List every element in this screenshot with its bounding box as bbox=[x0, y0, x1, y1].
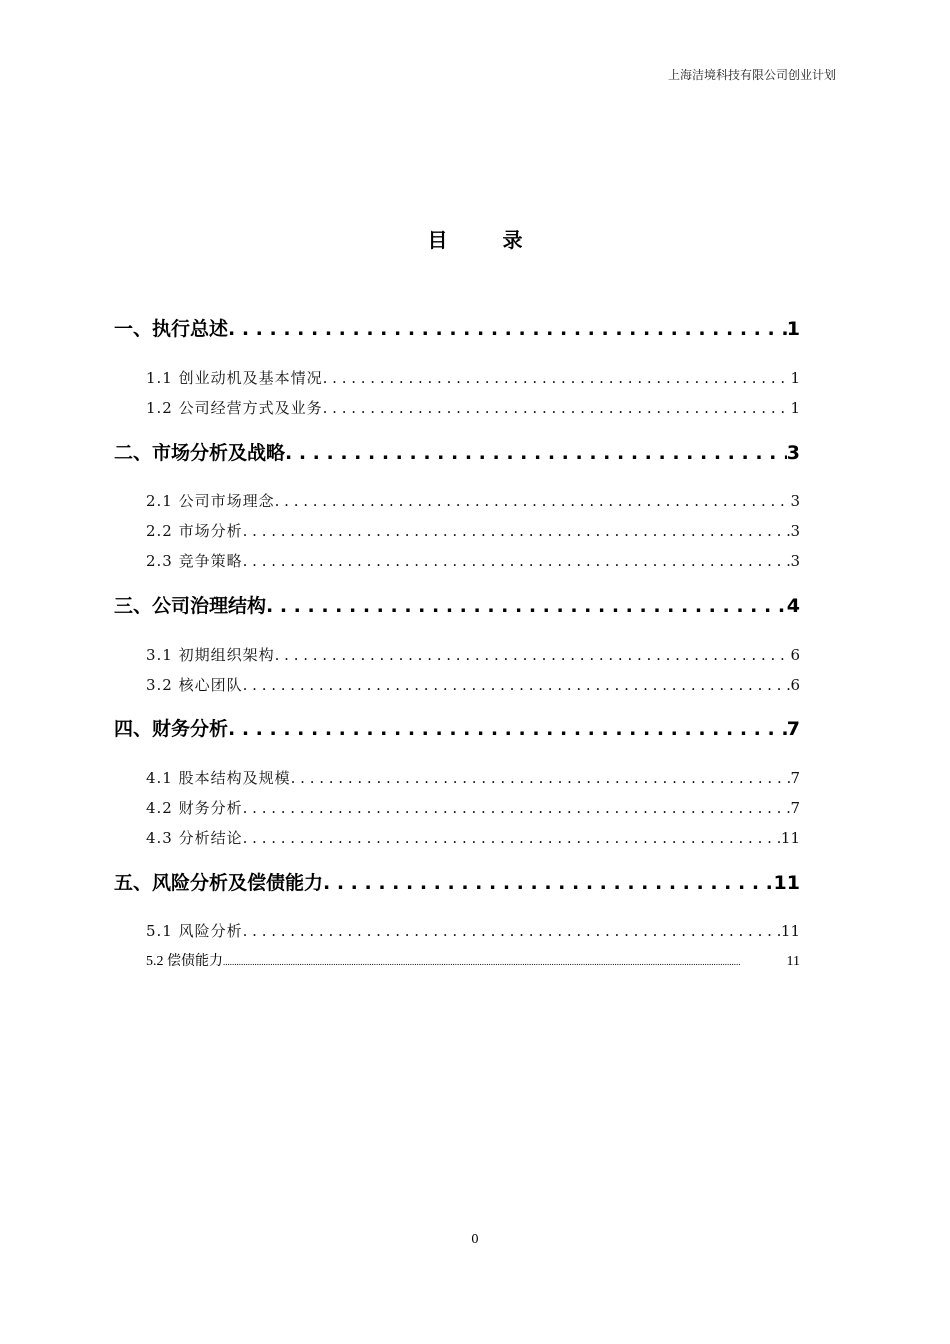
toc-entry-page: 7 bbox=[790, 769, 800, 787]
toc-entry-page: 6 bbox=[790, 676, 800, 694]
toc-entry-label: 1.1 创业动机及基本情况 bbox=[146, 369, 323, 387]
toc-entry-4-2[interactable] bbox=[146, 797, 800, 818]
toc-entry-label: 一、执行总述 bbox=[114, 318, 229, 340]
toc-entry-4-1[interactable] bbox=[146, 767, 800, 788]
toc-leader bbox=[275, 492, 791, 510]
toc-entry-4[interactable] bbox=[114, 714, 800, 741]
toc-entry-label: 5.1 风险分析 bbox=[146, 922, 243, 940]
toc-entry-label: 1.2 公司经营方式及业务 bbox=[146, 399, 323, 417]
toc-leader bbox=[243, 799, 791, 817]
toc-entry-1-2[interactable] bbox=[146, 397, 800, 418]
toc-entry-page: 6 bbox=[790, 646, 800, 664]
toc-entry-page: 3 bbox=[786, 442, 800, 464]
toc-entry-page: 3 bbox=[790, 522, 800, 540]
toc-entry-page: 11 bbox=[773, 872, 800, 894]
toc-leader bbox=[243, 829, 781, 847]
toc-entry-page: 11 bbox=[780, 922, 800, 940]
page-number: 0 bbox=[471, 1232, 479, 1246]
toc-leader bbox=[323, 872, 774, 894]
toc-entry-label: 2.2 市场分析 bbox=[146, 522, 243, 540]
toc-leader bbox=[266, 595, 787, 617]
toc-entry-3-1[interactable] bbox=[146, 644, 800, 665]
toc-entry-label: 2.1 公司市场理念 bbox=[146, 492, 275, 510]
toc-entry-2-3[interactable] bbox=[146, 550, 800, 571]
toc-entry-page: 11 bbox=[786, 954, 800, 969]
toc-entry-page: 1 bbox=[786, 318, 800, 340]
toc-entry-page: 7 bbox=[786, 718, 800, 740]
toc-entry-5[interactable] bbox=[114, 868, 800, 895]
toc-leader bbox=[243, 552, 791, 570]
toc-entry-label: 3.1 初期组织架构 bbox=[146, 646, 275, 664]
toc-leader bbox=[228, 718, 787, 740]
toc-leader bbox=[228, 318, 787, 340]
toc-entry-4-3[interactable] bbox=[146, 827, 800, 848]
toc-entry-3-2[interactable] bbox=[146, 674, 800, 695]
toc-entry-label: 五、风险分析及偿债能力 bbox=[114, 872, 324, 894]
toc-entry-page: 4 bbox=[786, 595, 800, 617]
toc-entry-page: 11 bbox=[780, 829, 800, 847]
toc-entry-page: 1 bbox=[790, 369, 800, 387]
toc-leader bbox=[291, 769, 791, 787]
toc-leader bbox=[243, 922, 781, 940]
toc-entry-label: 4.3 分析结论 bbox=[146, 829, 243, 847]
toc-entry-2-2[interactable] bbox=[146, 520, 800, 541]
toc-entry-2-1[interactable] bbox=[146, 490, 800, 511]
toc-entry-page: 3 bbox=[790, 552, 800, 570]
toc-entry-label: 5.2 偿债能力 bbox=[146, 954, 223, 969]
toc-entry-label: 四、财务分析 bbox=[114, 718, 229, 740]
toc-entry-label: 三、公司治理结构 bbox=[114, 595, 267, 617]
toc-entry-page: 3 bbox=[790, 492, 800, 510]
toc-leader bbox=[275, 646, 791, 664]
toc-title: 目 录 bbox=[427, 228, 547, 252]
toc-entry-5-1[interactable] bbox=[146, 920, 800, 941]
toc-leader bbox=[223, 954, 787, 970]
toc-entry-label: 2.3 竞争策略 bbox=[146, 552, 243, 570]
toc-leader bbox=[243, 676, 791, 694]
toc-entry-label: 4.2 财务分析 bbox=[146, 799, 243, 817]
toc-leader bbox=[285, 442, 787, 464]
toc-entry-page: 1 bbox=[790, 399, 800, 417]
toc-entry-page: 7 bbox=[790, 799, 800, 817]
toc-leader bbox=[323, 399, 791, 417]
toc-entry-1[interactable] bbox=[114, 314, 800, 341]
page-header: 上海洁境科技有限公司创业计划 bbox=[667, 68, 836, 82]
toc-entry-2[interactable] bbox=[114, 438, 800, 465]
toc-entry-label: 二、市场分析及战略 bbox=[114, 442, 286, 464]
toc-entry-label: 4.1 股本结构及规模 bbox=[146, 769, 291, 787]
toc-entry-1-1[interactable] bbox=[146, 367, 800, 388]
toc-leader bbox=[323, 369, 791, 387]
toc-leader bbox=[243, 522, 791, 540]
toc-entry-3[interactable] bbox=[114, 591, 800, 618]
toc-entry-5-2[interactable] bbox=[146, 950, 800, 970]
toc-entry-label: 3.2 核心团队 bbox=[146, 676, 243, 694]
